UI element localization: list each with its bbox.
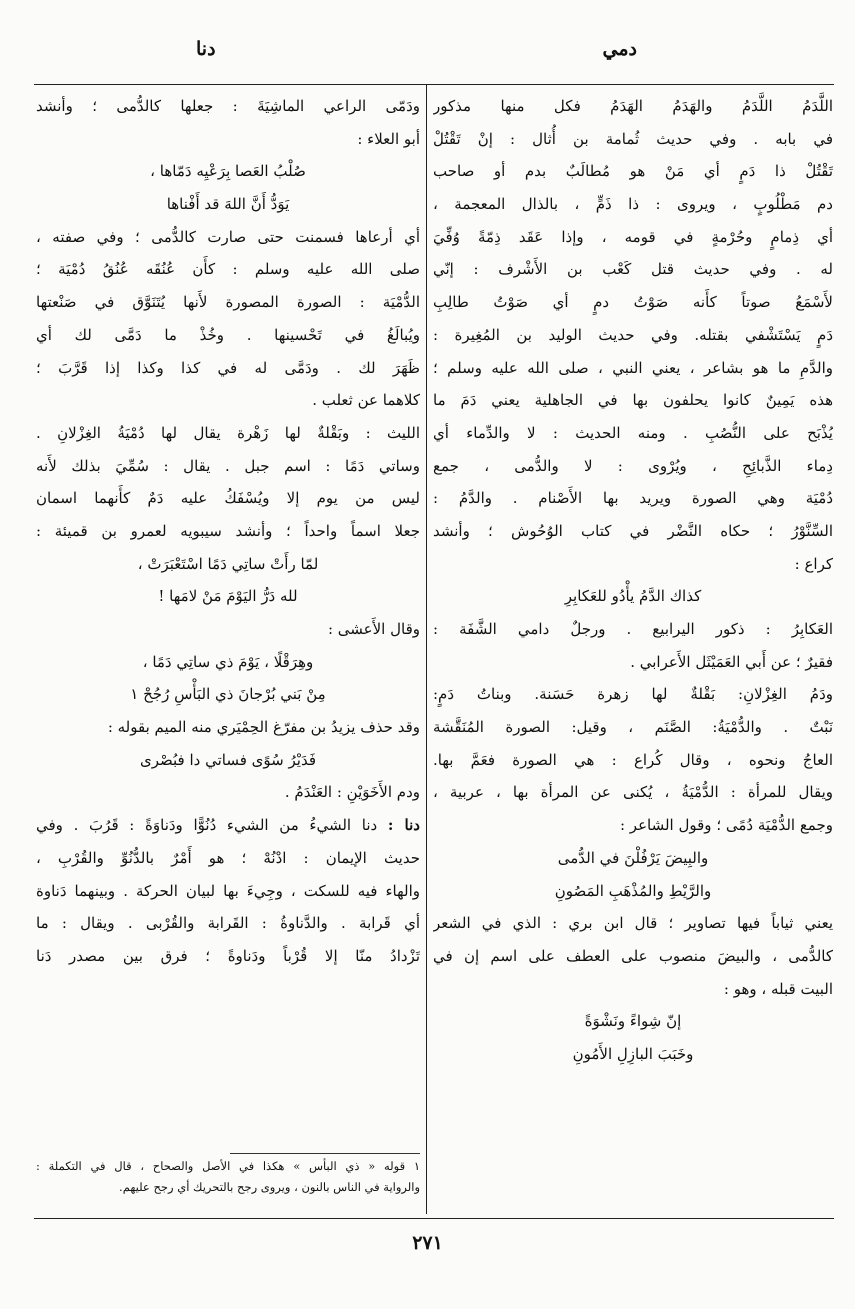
text-line: تَقْتُلْ ذا دَمٍ أي مَنْ هو مُطالَبٌ بدم أو صاحب <box>433 162 833 181</box>
verse-line: لمّا رأَتْ ساتِي دَمًا اسْتَعْبَرَتْ ، <box>137 554 319 573</box>
text-line: والهاء فيه للسكت ، وجِيءَ بها لبيان الحركة . وبينهما دَناوة <box>36 881 420 900</box>
text-line: الدُّمْيَة : الصورة المصورة لأَنها يُتَنَوَّق في صَنْعتها <box>36 293 420 312</box>
text-line: وقال الأَعشى : <box>327 620 420 638</box>
bottom-rule <box>34 1218 834 1219</box>
text-line: لأَسْمَعُ صوتاً كأَنه صَوْتُ دمٍ أي صَوْتُ طالِبِ <box>433 293 833 312</box>
top-rule <box>34 84 834 85</box>
text-line: ظَهَرَ لك . ودَمَّى له في كذا وكذا إذا قَرَّبَ ؛ <box>36 358 420 377</box>
verse-line: وخَبَبَ البازِلِ الأَمُونِ <box>572 1044 694 1063</box>
text-line: كالدُّمى ، والبيضَ منصوب على العطف على اسم إن في <box>433 946 833 965</box>
text-line: جعلا اسماً واحداً ؛ وأنشد سيبويه لعمرو بن قميئة : <box>36 521 420 540</box>
headword: دنا : <box>387 816 420 835</box>
text-line: والدَّمِ ما هو بشاعر ، يعني النبي ، صلى الله عليه وسلم ؛ <box>433 358 833 377</box>
text-line: وقد حذف يزيدُ بن مفرّغ الحِمْيَري منه الميم بقوله : <box>107 718 420 737</box>
text-line: دنا الشيءُ من الشيء دُنُوًّا ودَناوَةً : قَرُبَ . وفي <box>36 816 378 835</box>
text-line: أي أرعاها فسمنت حتى صارت كالدُّمى ؛ وفي صفته ، <box>36 227 420 246</box>
text-line: له . وفي حديث قتل كَعْب بن الأَشْرف : إنّي <box>433 260 833 279</box>
verse-line: والرَّيْطِ والمُذْهَبِ المَصُونِ <box>554 881 712 900</box>
verse-line: صُلْبُ العَصا بِرَعْيِه دَمّاها ، <box>150 162 306 181</box>
text-line: أي ذِمامٍ وحُرْمةٍ في قومه ، وإذا عَقَد ذِمّةً وُفِّيَ <box>433 227 833 246</box>
verse-line: والبِيضَ يَرْفُلْنَ في الدُّمى <box>557 848 709 867</box>
verse-line: لله دَرُّ اليَوْمَ مَنْ لامَها ! <box>158 587 298 606</box>
text-line: البيت قبله ، وهو : <box>723 979 833 998</box>
entry-first-line <box>36 809 420 842</box>
text-line: ودَمُ الغِزْلانِ: بَقْلةٌ لها زهرة حَسَنة. وبناتُ دَمٍ: <box>433 685 833 704</box>
text-line: ويقال للمرأة : الدُّمْيَةُ ، يُكنى عن المرأة بها ، عربية ، <box>433 783 833 802</box>
text-line: في بابه . وفي حديث ثُمامة بن أُثال : إنْ تَقْتُلْ <box>433 129 833 148</box>
page-number: ٢٧١ <box>412 1232 443 1254</box>
text-line: نَبْتٌ . والدُّمْيَةُ: الصَّنَم ، وقيل: الصورة المُنَقَّشة <box>433 718 833 737</box>
text-line: صلى الله عليه وسلم : كأَن عُنُقَه عُنُقُ دُمْيَة ؛ <box>36 260 420 279</box>
footnote-line: والرواية في الناس بالنون ، ويروى رجح بالتحريك أي رجح عليهم. <box>119 1180 420 1194</box>
text-line: حديث الإيمان : ادْنُهْ ؛ هو أَمْرٌ بالدُّنُوِّ والقُرْبِ ، <box>36 848 420 867</box>
footnote-rule <box>230 1153 420 1154</box>
text-line: ليس من يوم إلا ويُسْفَكُ عليه دَمٌ كأَنهما اسمان <box>36 489 420 508</box>
text-line: يُذْبَح على النُّصُبِ . ومنه الحديث : لا والدِّماء أي <box>433 423 833 442</box>
right-column <box>433 90 833 1071</box>
verse-line: فَدَيْرُ سُوًى فساتي دا فبُصْرى <box>140 750 316 769</box>
text-line: دم مَطْلُوبٍ ، ويروى : ذا ذَمٍّ ، بالذال المعجمة ، <box>433 195 833 214</box>
text-line: أي قَرابة . والدَّناوةُ : القَرابة والقُرْبى . ويقال : ما <box>36 914 420 933</box>
text-line: دِماء الذَّبائِحِ ، ويُرْوى : لا والدُّمى ، جمع <box>433 456 833 475</box>
text-line: العَكابِرُ : ذكور اليرابيع . ورجلٌ دامي الشَّفَة : <box>433 620 833 638</box>
text-line: كراع : <box>794 554 833 573</box>
running-head-right: دمي <box>602 38 637 60</box>
text-line: ودَمّى الراعي الماشِيَةَ : جعلها كالدُّمى ؛ وأنشد <box>36 97 420 115</box>
text-line: وجمع الدُّمْيَة دُمًى ؛ وقول الشاعر : <box>619 816 833 835</box>
verse-line: كذاك الدَّمُ يأْدُو للعَكابِرِ <box>564 587 702 606</box>
text-line: العاجُ ونحوه ، وقال كُراع : هي الصورة فعَمَّ بها. <box>433 750 833 769</box>
text-line: كلاهما عن ثعلب . <box>312 391 420 410</box>
text-line: أبو العلاء : <box>357 129 420 148</box>
text-line: تَزْدادُ منّا إلا قُرْباً ودَناوةً ؛ فرق بين مصدر دَنا <box>36 946 420 965</box>
text-line: دُمْيَة وهي الصورة ويريد بها الأَصْنام . والدَّمُ : <box>433 489 833 508</box>
text-line: ودم الأَخَوَيْنِ : العَنْدَمُ . <box>284 783 420 802</box>
text-line: اللَّدَمُ اللَّدَمُ والهَدَمُ الهَدَمُ فكل منها مذكور <box>433 97 833 115</box>
verse-line: مِنْ بَني بُرْجانَ ذي البَأْسِ رُجُحْ ١ <box>130 685 326 704</box>
text-line: وساتي دَمًا : اسم جبل . يقال : سُمِّيَ بذلك لأَنه <box>36 456 420 475</box>
text-line: دَمٍ يَسْتَشْفي بقتله. وفي حديث الوليد بن المُغِيرة : <box>433 325 833 344</box>
left-column <box>36 90 420 973</box>
text-line: هذه يَمِينٌ كانوا يحلفون بها في الجاهلية يعني دَمَ ما <box>433 391 833 410</box>
verse-line: يَوَدُّ أَنَّ اللهَ قد أَفْناها <box>166 195 290 214</box>
text-line: فقيرٌ ؛ عن أَبي العَمَيْثَل الأَعرابي . <box>630 652 833 671</box>
text-line: يعني ثياباً فيها تصاوير ؛ قال ابن بري : الذي في الشعر <box>433 914 833 933</box>
verse-line: إنّ شِواءً ونَشْوَةً <box>584 1012 682 1031</box>
text-line: السِّنَّوْرُ ؛ حكاه النَّضْر في كتاب الوُحُوش ؛ وأنشد <box>433 521 833 540</box>
column-divider <box>426 84 427 1214</box>
footnote-line: ١ قوله « ذي البأس » هكذا في الأصل والصحاح ، قال في التكملة : <box>36 1159 420 1173</box>
running-head-left: دنا <box>196 38 216 60</box>
footnotes <box>36 1156 420 1198</box>
text-line: الليث : وبَقْلةٌ لها زَهْرة يقال لها دُمْيَةُ الغِزْلانِ . <box>36 423 420 442</box>
verse-line: وهِرَقْلًا ، يَوْمَ ذي ساتِي دَمًا ، <box>142 652 314 671</box>
text-line: ويُبالَغُ في تَحْسينها . وخُذْ ما دَمَّى لك أي <box>36 325 420 344</box>
